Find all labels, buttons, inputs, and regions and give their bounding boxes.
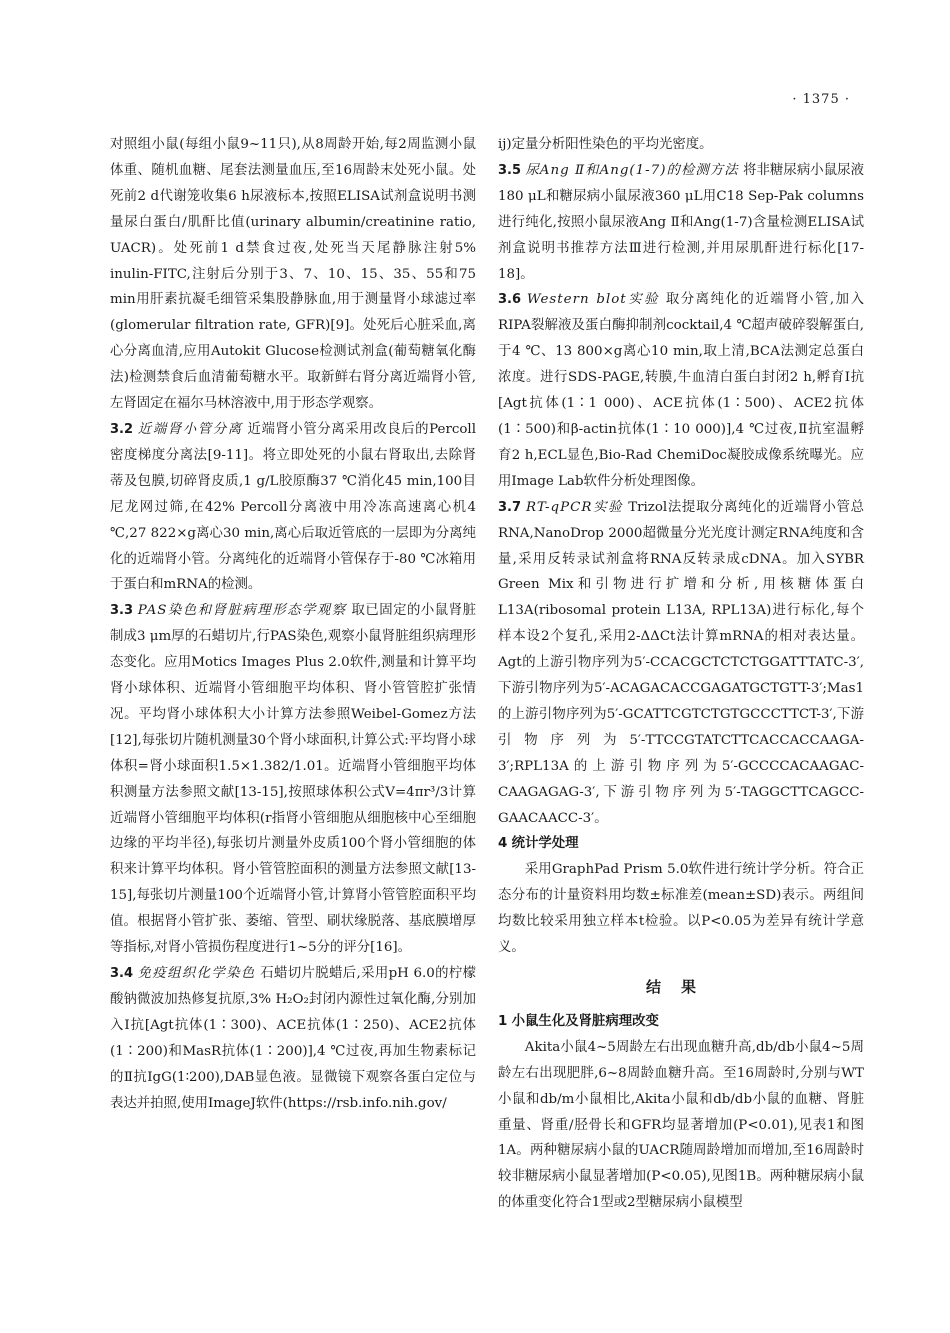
section-title: 近端肾小管分离 <box>137 421 243 437</box>
section-body: 石蜡切片脱蜡后,采用pH 6.0的柠檬酸钠微波加热修复抗原,3% H₂O₂封闭内源性过氧化酶,分别加入Ⅰ抗[Agt抗体(1∶300)、ACE抗体(1∶250)、ACE2抗体(1∶200)和MasR抗体(1∶200)],4 ℃过夜,再加生物素标记的Ⅱ抗IgG(1∶200),DAB显色液。显微镜下观察各蛋白定位与表达并拍照,使用ImageJ软件(https://rsb.info.nih.gov/ <box>110 966 477 1111</box>
section-body: 取分离纯化的近端肾小管,加入RIPA裂解液及蛋白酶抑制剂cocktail,4 ℃超声破碎裂解蛋白,于4 ℃、13 800×g离心10 min,取上清,BCA法测定总蛋白浓度。进行SDS-PAGE,转膜,牛血清白蛋白封闭2 h,孵育Ⅰ抗[Agt抗体(1∶1 000)、ACE抗体(1∶500)、ACE2抗体(1∶500)和β-actin抗体(1∶10 000)],4 ℃过夜,Ⅱ抗室温孵育2 h,ECL显色,Bio-Rad ChemiDoc凝胶成像系统曝光。应用Image Lab软件分析处理图像。 <box>498 292 864 489</box>
section-body: 取已固定的小鼠肾脏制成3 μm厚的石蜡切片,行PAS染色,观察小鼠肾脏组织病理形态变化。应用Motics Images Plus 2.0软件,测量和计算平均肾小球体积、近端肾小管细胞平均体积、肾小管管腔扩张情况。平均肾小球体积大小计算方法参照Weibel-Gomez方法[12],每张切片随机测量30个肾小球面积,计算公式:平均肾小球体积=肾小球面积1.5×1.382/1.01。近端肾小管细胞平均体积测量方法参照文献[13-15],按照球体积公式V=4πr³/3计算近端肾小管细胞平均体积(r指肾小管细胞从细胞核中心至细胞边缘的平均半径),每张切片测量外皮质100个肾小管细胞的体积来计算平均体积。肾小管管腔面积的测量方法参照文献[13-15],每张切片测量100个近端肾小管,计算肾小管管腔面积平均值。根据肾小管扩张、萎缩、管型、刷状缘脱落、基底膜增厚等指标,对肾小管损伤程度进行1~5分的评分[16]。 <box>110 603 476 956</box>
section-number: 3.4 <box>110 966 134 981</box>
results-1-body: Akita小鼠4~5周龄左右出现血糖升高,db/db小鼠4~5周龄左右出现肥胖,6~8周龄血糖升高。至16周龄时,分别与WT小鼠和db/m小鼠相比,Akita小鼠和db/db小鼠的血糖、肾脏重量、肾重/胫骨长和GFR均显著增加(P<0.01),见表1和图1A。两种糖尿病小鼠的UACR随周龄增加而增加,至16周龄时较非糖尿病小鼠显著增加(P<0.05),见图1B。两种糖尿病小鼠的体重变化符合1型或2型糖尿病小鼠模型 <box>498 1039 864 1211</box>
section-3-4 <box>110 961 476 1116</box>
section-body: Trizol法提取分离纯化的近端肾小管总RNA,NanoDrop 2000超微量分光光度计测定RNA纯度和含量,采用反转录试剂盒将RNA反转录成cDNA。加入SYBR Green Mix和引物进行扩增和分析,用核糖体蛋白L13A(ribosomal protein L13A, RPL13A)进行标化,每个样本设2个复孔,采用2-ΔΔCt法计算mRNA的相对表达量。Agt的上游引物序列为5′-CCACGCTCTCTGGATTTATC-3′,下游引物序列为5′-ACAGACACCGAGATGCTGTT-3′;Mas1的上游引物序列为5′-GCATTCGTCTGTGCCCTTCT-3′,下游引物序列为5′-TTCCGTATCTTCACCACCAAGA-3′;RPL13A的上游引物序列为5′-GCCCCACAAGAC-CAAGAGAG-3′,下游引物序列为5′-TAGGCTTCAGCC-GAACAACC-3′。 <box>498 499 865 826</box>
section-4-body: 采用GraphPad Prism 5.0软件进行统计学分析。符合正态分布的计量资料用均数±标准差(mean±SD)表示。两组间均数比较采用独立样本t检验。以P<0.05为差异有统计学意义。 <box>498 862 864 956</box>
left-column <box>110 132 476 1116</box>
paragraph-intro: 对照组小鼠(每组小鼠9~11只),从8周龄开始,每2周监测小鼠体重、随机血糖、尾套法测量血压,至16周龄末处死小鼠。处死前2 d代谢笼收集6 h尿液标本,按照ELISA试剂盒说明书测量尿白蛋白/肌酐比值(urinary albumin/creatinine ratio, UACR)。处死前1 d禁食过夜,处死当天尾静脉注射5% inulin-FITC,注射后分别于3、7、10、15、35、55和75 min用肝素抗凝毛细管采集股静脉血,用于测量肾小球滤过率(glomerular filtration rate, GFR)[9]。处死后心脏采血,离心分离血清,应用Autokit Glucose检测试剂盒(葡萄糖氧化酶法)检测禁食后血清葡萄糖水平。取新鲜右肾分离近端肾小管,左肾固定在福尔马林溶液中,用于形态学观察。 <box>110 137 476 412</box>
section-title: 统计学处理 <box>511 836 579 852</box>
section-body: 近端肾小管分离采用改良后的Percoll密度梯度分离法[9-11]。将立即处死的小鼠右肾取出,去除肾蒂及包膜,切碎肾皮质,1 g/L胶原酶37 ℃消化45 min,100目尼龙网过筛,在42% Percoll分离液中用冷冻高速离心机4 ℃,27 822×g离心30 min,离心后取近管底的一层即为分离纯化的近端肾小管。分离纯化的近端肾小管保存于-80 ℃冰箱用于蛋白和mRNA的检测。 <box>110 421 476 593</box>
section-title: PAS染色和肾脏病理形态学观察 <box>137 603 347 619</box>
section-number: 1 <box>498 1013 508 1029</box>
section-3-2 <box>110 417 476 598</box>
paragraph-continued: ij)定量分析阳性染色的平均光密度。 <box>498 137 713 152</box>
section-number: 3.3 <box>110 603 134 619</box>
page-number: · 1375 · <box>792 92 850 107</box>
results-heading: 结果 <box>645 978 716 996</box>
section-4-heading <box>498 831 864 857</box>
section-title: 小鼠生化及肾脏病理改变 <box>511 1013 659 1029</box>
section-number: 4 <box>498 836 508 852</box>
section-body: 将非糖尿病小鼠尿液180 μL和糖尿病小鼠尿液360 μL用C18 Sep-Pak columns进行纯化,按照小鼠尿液Ang Ⅱ和Ang(1-7)含量检测ELISA试剂盒说明书推荐方法Ⅲ进行检测,并用尿肌酐进行标化[17-18]。 <box>498 162 864 282</box>
section-number: 3.5 <box>498 162 522 178</box>
right-column <box>498 132 864 1216</box>
section-title: RT-qPCR实验 <box>525 499 624 515</box>
section-3-7 <box>498 495 864 832</box>
section-title: 尿Ang Ⅱ和Ang(1-7)的检测方法 <box>525 162 739 178</box>
section-title: 免疫组织化学染色 <box>137 966 256 981</box>
results-1-heading <box>498 1009 864 1035</box>
section-title: Western blot实验 <box>526 292 661 308</box>
section-number: 3.2 <box>110 421 134 437</box>
section-3-6 <box>498 287 864 494</box>
section-number: 3.7 <box>498 499 522 515</box>
section-3-5 <box>498 158 864 288</box>
section-3-3 <box>110 598 476 961</box>
section-number: 3.6 <box>498 292 522 308</box>
